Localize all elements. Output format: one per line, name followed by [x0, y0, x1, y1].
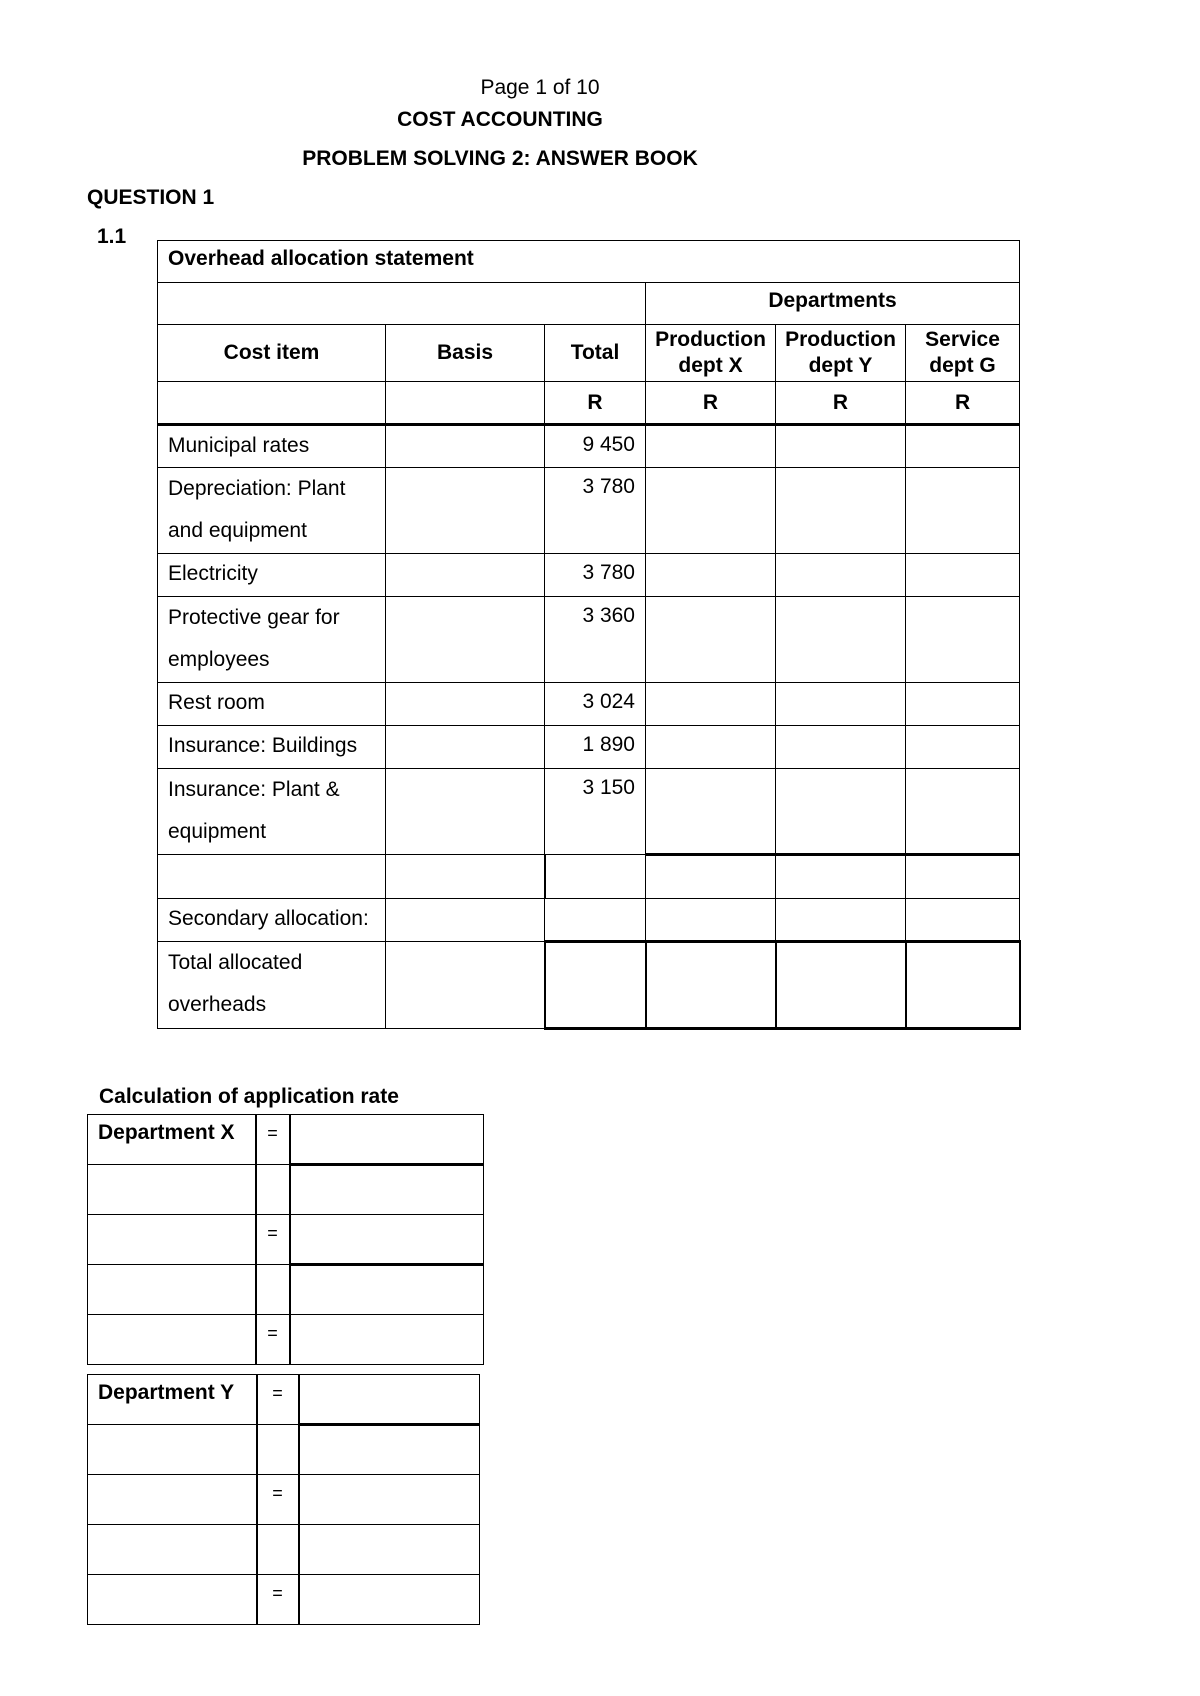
- total-cell: 1 890: [545, 726, 646, 769]
- equals-sign: =: [257, 1475, 299, 1525]
- total-cell: 3 024: [545, 683, 646, 726]
- dept-g-cell: [906, 726, 1020, 769]
- equals-sign: =: [257, 1575, 299, 1625]
- dept-x-cell: [646, 942, 776, 1029]
- table-row: [158, 425, 1020, 468]
- table-row: [158, 899, 1020, 942]
- application-rate-heading: Calculation of application rate: [99, 1085, 399, 1108]
- dept-g-cell: [906, 468, 1020, 554]
- currency-cell: R: [906, 382, 1020, 425]
- dept-g-cell: [906, 425, 1020, 468]
- dept-g-cell: [906, 597, 1020, 683]
- overhead-allocation-table: [157, 240, 1021, 1030]
- total-cell: 3 780: [545, 468, 646, 554]
- total-allocated-label: Total allocated overheads: [158, 942, 386, 1029]
- rate-value-cell: [299, 1475, 480, 1525]
- dept-x-cell: [646, 726, 776, 769]
- dept-y-cell: [776, 726, 906, 769]
- column-header-basis: Basis: [386, 325, 545, 382]
- table-row: [158, 554, 1020, 597]
- department-y-label: Department Y: [88, 1375, 257, 1425]
- table-row: [158, 468, 1020, 554]
- basis-cell: [386, 726, 545, 769]
- dept-x-cell: [646, 683, 776, 726]
- equals-cell: [256, 1265, 290, 1315]
- dept-g-cell: [906, 855, 1020, 899]
- table-row: [158, 597, 1020, 683]
- rate-value-cell: [299, 1575, 480, 1625]
- table-row: [158, 726, 1020, 769]
- dept-g-cell: [906, 942, 1020, 1029]
- total-cell: 3 360: [545, 597, 646, 683]
- column-header-total: Total: [545, 325, 646, 382]
- cost-item: Rest room: [158, 683, 386, 726]
- rate-label-cell: [88, 1315, 256, 1365]
- column-header-dept-y: Production dept Y: [776, 325, 906, 382]
- currency-cell: R: [646, 382, 776, 425]
- table-row: [158, 855, 1020, 899]
- rate-value-cell: [299, 1425, 480, 1475]
- basis-cell: [386, 683, 545, 726]
- total-cell: [545, 899, 646, 942]
- currency-cell: [158, 382, 386, 425]
- rate-value-cell: [299, 1525, 480, 1575]
- cost-item: Protective gear for employees: [158, 597, 386, 683]
- dept-x-cell: [646, 425, 776, 468]
- rate-value-cell: [290, 1215, 484, 1265]
- dept-x-cell: [646, 597, 776, 683]
- equals-sign: =: [257, 1375, 299, 1425]
- dept-x-cell: [646, 468, 776, 554]
- dept-y-cell: [776, 554, 906, 597]
- dept-x-cell: [646, 899, 776, 942]
- rate-label-cell: [88, 1575, 257, 1625]
- rate-label-cell: [88, 1475, 257, 1525]
- table-row: [158, 942, 1020, 1029]
- rate-value-cell: [299, 1375, 480, 1425]
- dept-y-cell: [776, 468, 906, 554]
- department-x-label: Department X: [88, 1115, 256, 1165]
- column-header-cost-item: Cost item: [158, 325, 386, 382]
- departments-header: Departments: [646, 283, 1020, 325]
- cost-item: [158, 855, 386, 899]
- dept-y-cell: [776, 597, 906, 683]
- total-cell: [545, 855, 646, 899]
- dept-g-cell: [906, 683, 1020, 726]
- dept-y-cell: [776, 899, 906, 942]
- basis-cell: [386, 899, 545, 942]
- rate-label-cell: [88, 1525, 257, 1575]
- dept-y-cell: [776, 683, 906, 726]
- subject-title: COST ACCOUNTING: [397, 108, 603, 131]
- secondary-allocation-label: Secondary allocation:: [158, 899, 386, 942]
- basis-cell: [386, 942, 545, 1029]
- total-cell: 9 450: [545, 425, 646, 468]
- equals-cell: [257, 1425, 299, 1475]
- total-cell: 3 780: [545, 554, 646, 597]
- basis-cell: [386, 468, 545, 554]
- currency-cell: R: [545, 382, 646, 425]
- departments-spacer: [158, 283, 646, 325]
- rate-label-cell: [88, 1215, 256, 1265]
- dept-g-cell: [906, 769, 1020, 855]
- question-label: QUESTION 1: [87, 186, 215, 209]
- dept-x-cell: [646, 769, 776, 855]
- department-y-rate-table: [87, 1374, 480, 1625]
- dept-g-cell: [906, 899, 1020, 942]
- dept-y-cell: [776, 855, 906, 899]
- cost-item: Electricity: [158, 554, 386, 597]
- rate-label-cell: [88, 1165, 256, 1215]
- rate-value-cell: [290, 1315, 484, 1365]
- department-x-rate-table: [87, 1114, 484, 1365]
- table-row: [158, 769, 1020, 855]
- equals-sign: =: [256, 1315, 290, 1365]
- page-number: Page 1 of 10: [480, 76, 600, 99]
- total-cell: 3 150: [545, 769, 646, 855]
- cost-item: Depreciation: Plant and equipment: [158, 468, 386, 554]
- table-title: Overhead allocation statement: [158, 241, 1020, 283]
- currency-cell: R: [776, 382, 906, 425]
- basis-cell: [386, 425, 545, 468]
- cost-item: Insurance: Plant & equipment: [158, 769, 386, 855]
- rate-value-cell: [290, 1265, 484, 1315]
- equals-sign: =: [256, 1215, 290, 1265]
- basis-cell: [386, 855, 545, 899]
- basis-cell: [386, 597, 545, 683]
- currency-cell: [386, 382, 545, 425]
- equals-sign: =: [256, 1115, 290, 1165]
- dept-x-cell: [646, 554, 776, 597]
- equals-cell: [257, 1525, 299, 1575]
- rate-label-cell: [88, 1425, 257, 1475]
- total-cell: [545, 942, 646, 1029]
- column-header-dept-x: Production dept X: [646, 325, 776, 382]
- dept-g-cell: [906, 554, 1020, 597]
- cost-item: Insurance: Buildings: [158, 726, 386, 769]
- table-row: [158, 683, 1020, 726]
- basis-cell: [386, 769, 545, 855]
- dept-x-cell: [646, 855, 776, 899]
- basis-cell: [386, 554, 545, 597]
- dept-y-cell: [776, 425, 906, 468]
- rate-label-cell: [88, 1265, 256, 1315]
- equals-cell: [256, 1165, 290, 1215]
- document-title: PROBLEM SOLVING 2: ANSWER BOOK: [302, 147, 698, 170]
- dept-y-cell: [776, 942, 906, 1029]
- rate-value-cell: [290, 1115, 484, 1165]
- section-number: 1.1: [97, 225, 127, 248]
- column-header-dept-g: Service dept G: [906, 325, 1020, 382]
- rate-value-cell: [290, 1165, 484, 1215]
- dept-y-cell: [776, 769, 906, 855]
- cost-item: Municipal rates: [158, 425, 386, 468]
